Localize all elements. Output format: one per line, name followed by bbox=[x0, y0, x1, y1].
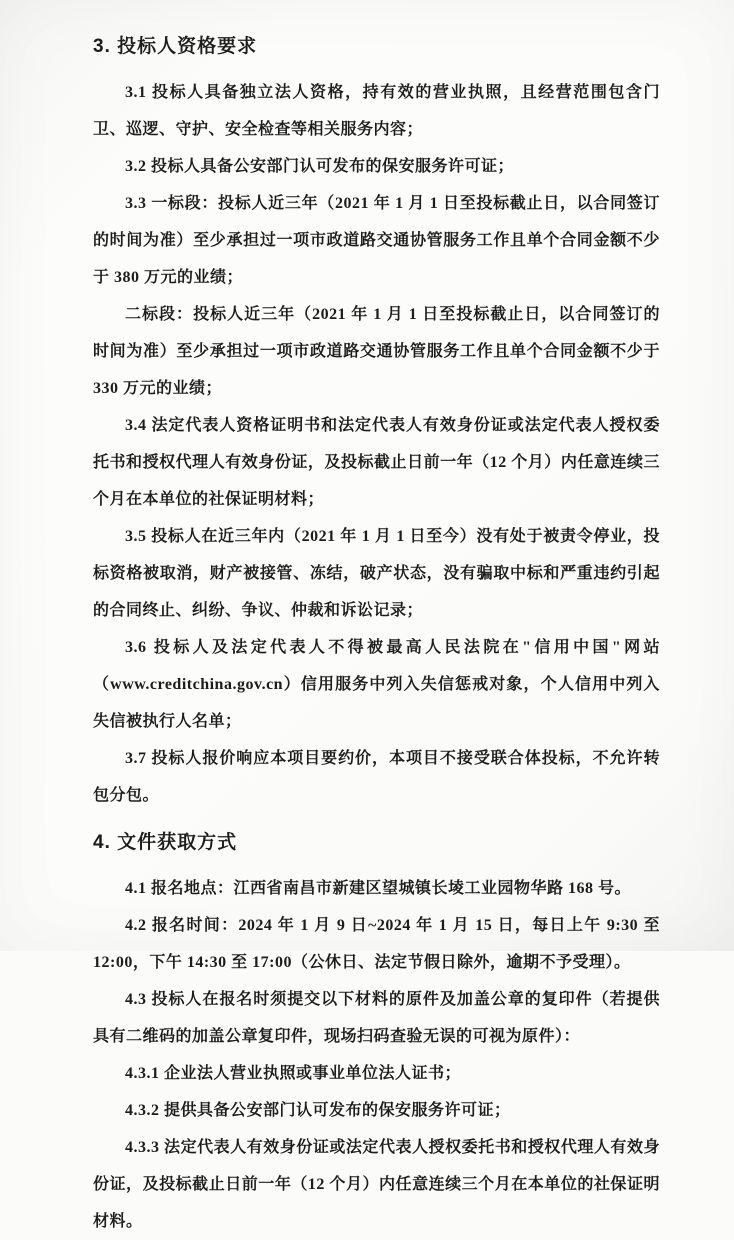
clause-4-2: 4.2 报名时间：2024 年 1 月 9 日~2024 年 1 月 15 日，每日上午 9:30 至 12:00，下午 14:30 至 17:00（公休日、法定节假日除外，逾期不予受理）。 bbox=[93, 917, 660, 971]
clause-3-4: 3.4 法定代表人资格证明书和法定代表人有效身份证或法定代表人授权委托书和授权代理人有效身份证，及投标截止日前一年（12 个月）内任意连续三个月在本单位的社保证明材料； bbox=[93, 417, 660, 508]
clause-3-3-lot2: 二标段：投标人近三年（2021 年 1 月 1 日至投标截止日，以合同签订的时间为准）至少承担过一项市政道路交通协管服务工作且单个合同金额不少于 330 万元的业绩； bbox=[93, 306, 660, 397]
clause-3-1: 3.1 投标人具备独立法人资格，持有效的营业执照，且经营范围包含门卫、巡逻、守护、安全检查等相关服务内容； bbox=[93, 84, 660, 138]
clause-4-3-3: 4.3.3 法定代表人有效身份证或法定代表人授权委托书和授权代理人有效身份证，及投标截止日前一年（12 个月）内任意连续三个月在本单位的社保证明材料。 bbox=[93, 1139, 660, 1230]
clause-3-3-lot1: 3.3 一标段：投标人近三年（2021 年 1 月 1 日至投标截止日，以合同签订的时间为准）至少承担过一项市政道路交通协管服务工作且单个合同金额不少于 380 万元的业绩； bbox=[93, 195, 660, 286]
clause-4-3: 4.3 投标人在报名时须提交以下材料的原件及加盖公章的复印件（若提供具有二维码的加盖公章复印件，现场扫码查验无误的可视为原件）： bbox=[93, 991, 660, 1045]
section-3-heading: 3. 投标人资格要求 bbox=[93, 36, 258, 57]
section-bidder-qualifications bbox=[93, 34, 660, 814]
clause-4-1: 4.1 报名地点：江西省南昌市新建区望城镇长堎工业园物华路 168 号。 bbox=[125, 880, 632, 897]
clause-3-7: 3.7 投标人报价响应本项目要约价，本项目不接受联合体投标，不允许转包分包。 bbox=[93, 750, 660, 804]
section-4-heading: 4. 文件获取方式 bbox=[93, 832, 238, 853]
clause-3-2: 3.2 投标人具备公安部门认可发布的保安服务许可证； bbox=[125, 158, 515, 175]
clause-4-3-1: 4.3.1 企业法人营业执照或事业单位法人证书； bbox=[125, 1065, 462, 1082]
section-document-acquisition bbox=[93, 830, 660, 1240]
clause-4-3-2: 4.3.2 提供具备公安部门认可发布的保安服务许可证； bbox=[125, 1102, 511, 1119]
clause-3-6: 3.6 投标人及法定代表人不得被最高人民法院在"信用中国"网站（www.creditchina.gov.cn）信用服务中列入失信惩戒对象，个人信用中列入失信被执行人名单； bbox=[93, 639, 660, 730]
clause-3-5: 3.5 投标人在近三年内（2021 年 1 月 1 日至今）没有处于被责令停业，投标资格被取消，财产被接管、冻结，破产状态，没有骗取中标和严重违约引起的合同终止、纠纷、争议、仲裁和诉讼记录； bbox=[93, 528, 660, 619]
